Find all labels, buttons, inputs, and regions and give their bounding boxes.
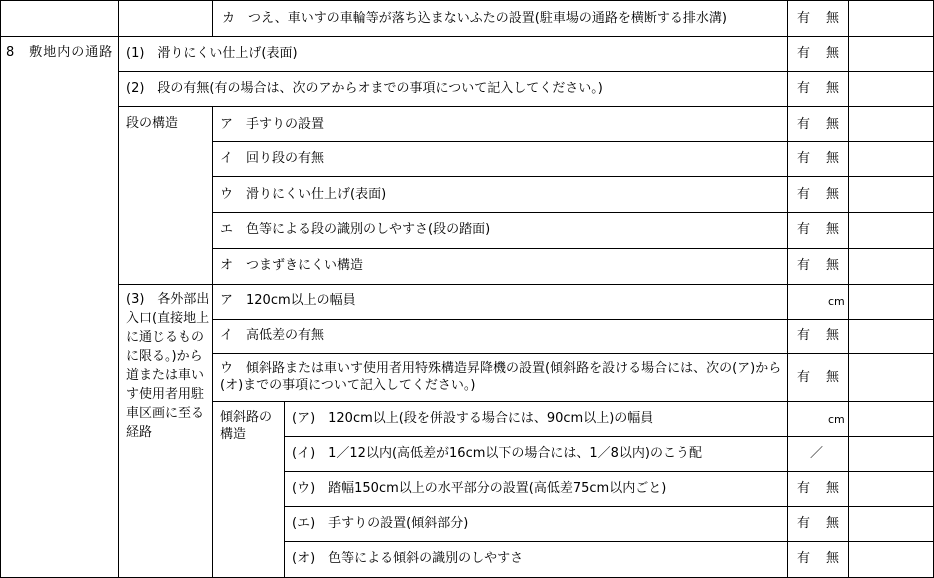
answer-no[interactable]: 無 — [826, 151, 840, 166]
rule — [0, 0, 1, 578]
step-item-a: ア 手すりの設置 — [220, 117, 325, 132]
rule — [212, 319, 934, 320]
rule — [284, 541, 934, 542]
rule — [212, 106, 213, 578]
slope-item-a: (ア) 120cm以上(段を併設する場合には、90cm以上)の幅員 — [292, 411, 654, 426]
rule — [0, 0, 934, 1]
answer-yes[interactable]: 有 — [797, 481, 811, 496]
item-1-label: (1) 滑りにくい仕上げ(表面) — [126, 46, 298, 61]
answer-yes[interactable]: 有 — [797, 516, 811, 531]
answer-yes[interactable]: 有 — [797, 551, 811, 566]
answer-no[interactable]: 無 — [826, 481, 840, 496]
rule — [118, 0, 119, 578]
item-3-i-label: イ 高低差の有無 — [220, 328, 325, 343]
answer-no[interactable]: 無 — [826, 187, 840, 202]
answer-no[interactable]: 無 — [826, 117, 840, 132]
answer-no[interactable]: 無 — [826, 81, 840, 96]
answer-no[interactable]: 無 — [826, 222, 840, 237]
rule — [212, 248, 934, 249]
step-structure-heading: 段の構造 — [126, 116, 179, 131]
slope-structure-heading: 傾斜路の構造 — [220, 410, 273, 442]
answer-yes[interactable]: 有 — [797, 46, 811, 61]
rule — [284, 506, 934, 507]
rule — [212, 212, 934, 213]
rule — [212, 0, 213, 37]
item-3-u-label: ウ 傾斜路または車いす使用者用特殊構造昇降機の設置(傾斜路を設ける場合には、次の(ア)から(オ)までの事項について記入してください。) — [220, 361, 782, 393]
slope-item-e: (エ) 手すりの設置(傾斜部分) — [292, 516, 469, 531]
rule — [212, 176, 934, 177]
answer-no[interactable]: 無 — [826, 516, 840, 531]
slope-item-i: (イ) 1／12以内(高低差が16cm以下の場合には、1／8以内)のこう配 — [292, 446, 702, 461]
section-8-title: 8 敷地内の通路 — [6, 45, 114, 60]
rule — [787, 0, 788, 578]
answer-no[interactable]: 無 — [826, 551, 840, 566]
item-3-label: (3) 各外部出入口(直接地上に通じるものに限る。)から道または車いす使用者用駐車区画に至る経路 — [126, 292, 210, 440]
answer-yes[interactable]: 有 — [797, 370, 811, 385]
answer-yes[interactable]: 有 — [797, 222, 811, 237]
item-3-a-label: ア 120cm以上の幅員 — [220, 293, 356, 308]
rule — [118, 71, 934, 72]
answer-no[interactable]: 無 — [826, 370, 840, 385]
rule — [118, 106, 934, 107]
rule — [118, 284, 934, 285]
answer-yes[interactable]: 有 — [797, 187, 811, 202]
step-item-u: ウ 滑りにくい仕上げ(表面) — [220, 187, 387, 202]
item-ka-label: カ つえ、車いすの車輪等が落ち込まないふたの設置(駐車場の通路を横断する排水溝) — [222, 11, 727, 26]
answer-no[interactable]: 無 — [826, 11, 840, 26]
rule — [212, 401, 934, 402]
rule — [212, 353, 934, 354]
answer-no[interactable]: 無 — [826, 258, 840, 273]
answer-yes[interactable]: 有 — [797, 151, 811, 166]
slope-item-o: (オ) 色等による傾斜の識別のしやすさ — [292, 551, 524, 566]
item-2-label: (2) 段の有無(有の場合は、次のアからオまでの事項について記入してください。) — [126, 81, 603, 96]
rule — [284, 471, 934, 472]
rule — [848, 0, 849, 578]
rule — [284, 401, 285, 578]
answer-no[interactable]: 無 — [826, 46, 840, 61]
rule — [212, 141, 934, 142]
gradient-slash: ／ — [810, 446, 824, 461]
rule — [284, 436, 934, 437]
unit-cm: cm — [828, 295, 845, 308]
answer-yes[interactable]: 有 — [797, 11, 811, 26]
step-item-o: オ つまずきにくい構造 — [220, 258, 364, 273]
answer-yes[interactable]: 有 — [797, 258, 811, 273]
step-item-i: イ 回り段の有無 — [220, 151, 325, 166]
answer-yes[interactable]: 有 — [797, 117, 811, 132]
slope-item-u: (ウ) 踏幅150cm以上の水平部分の設置(高低差75cm以内ごと) — [292, 481, 667, 496]
unit-cm: cm — [828, 413, 845, 426]
step-item-e: エ 色等による段の識別のしやすさ(段の踏面) — [220, 222, 491, 237]
answer-yes[interactable]: 有 — [797, 81, 811, 96]
rule — [0, 36, 934, 37]
answer-yes[interactable]: 有 — [797, 328, 811, 343]
answer-no[interactable]: 無 — [826, 328, 840, 343]
